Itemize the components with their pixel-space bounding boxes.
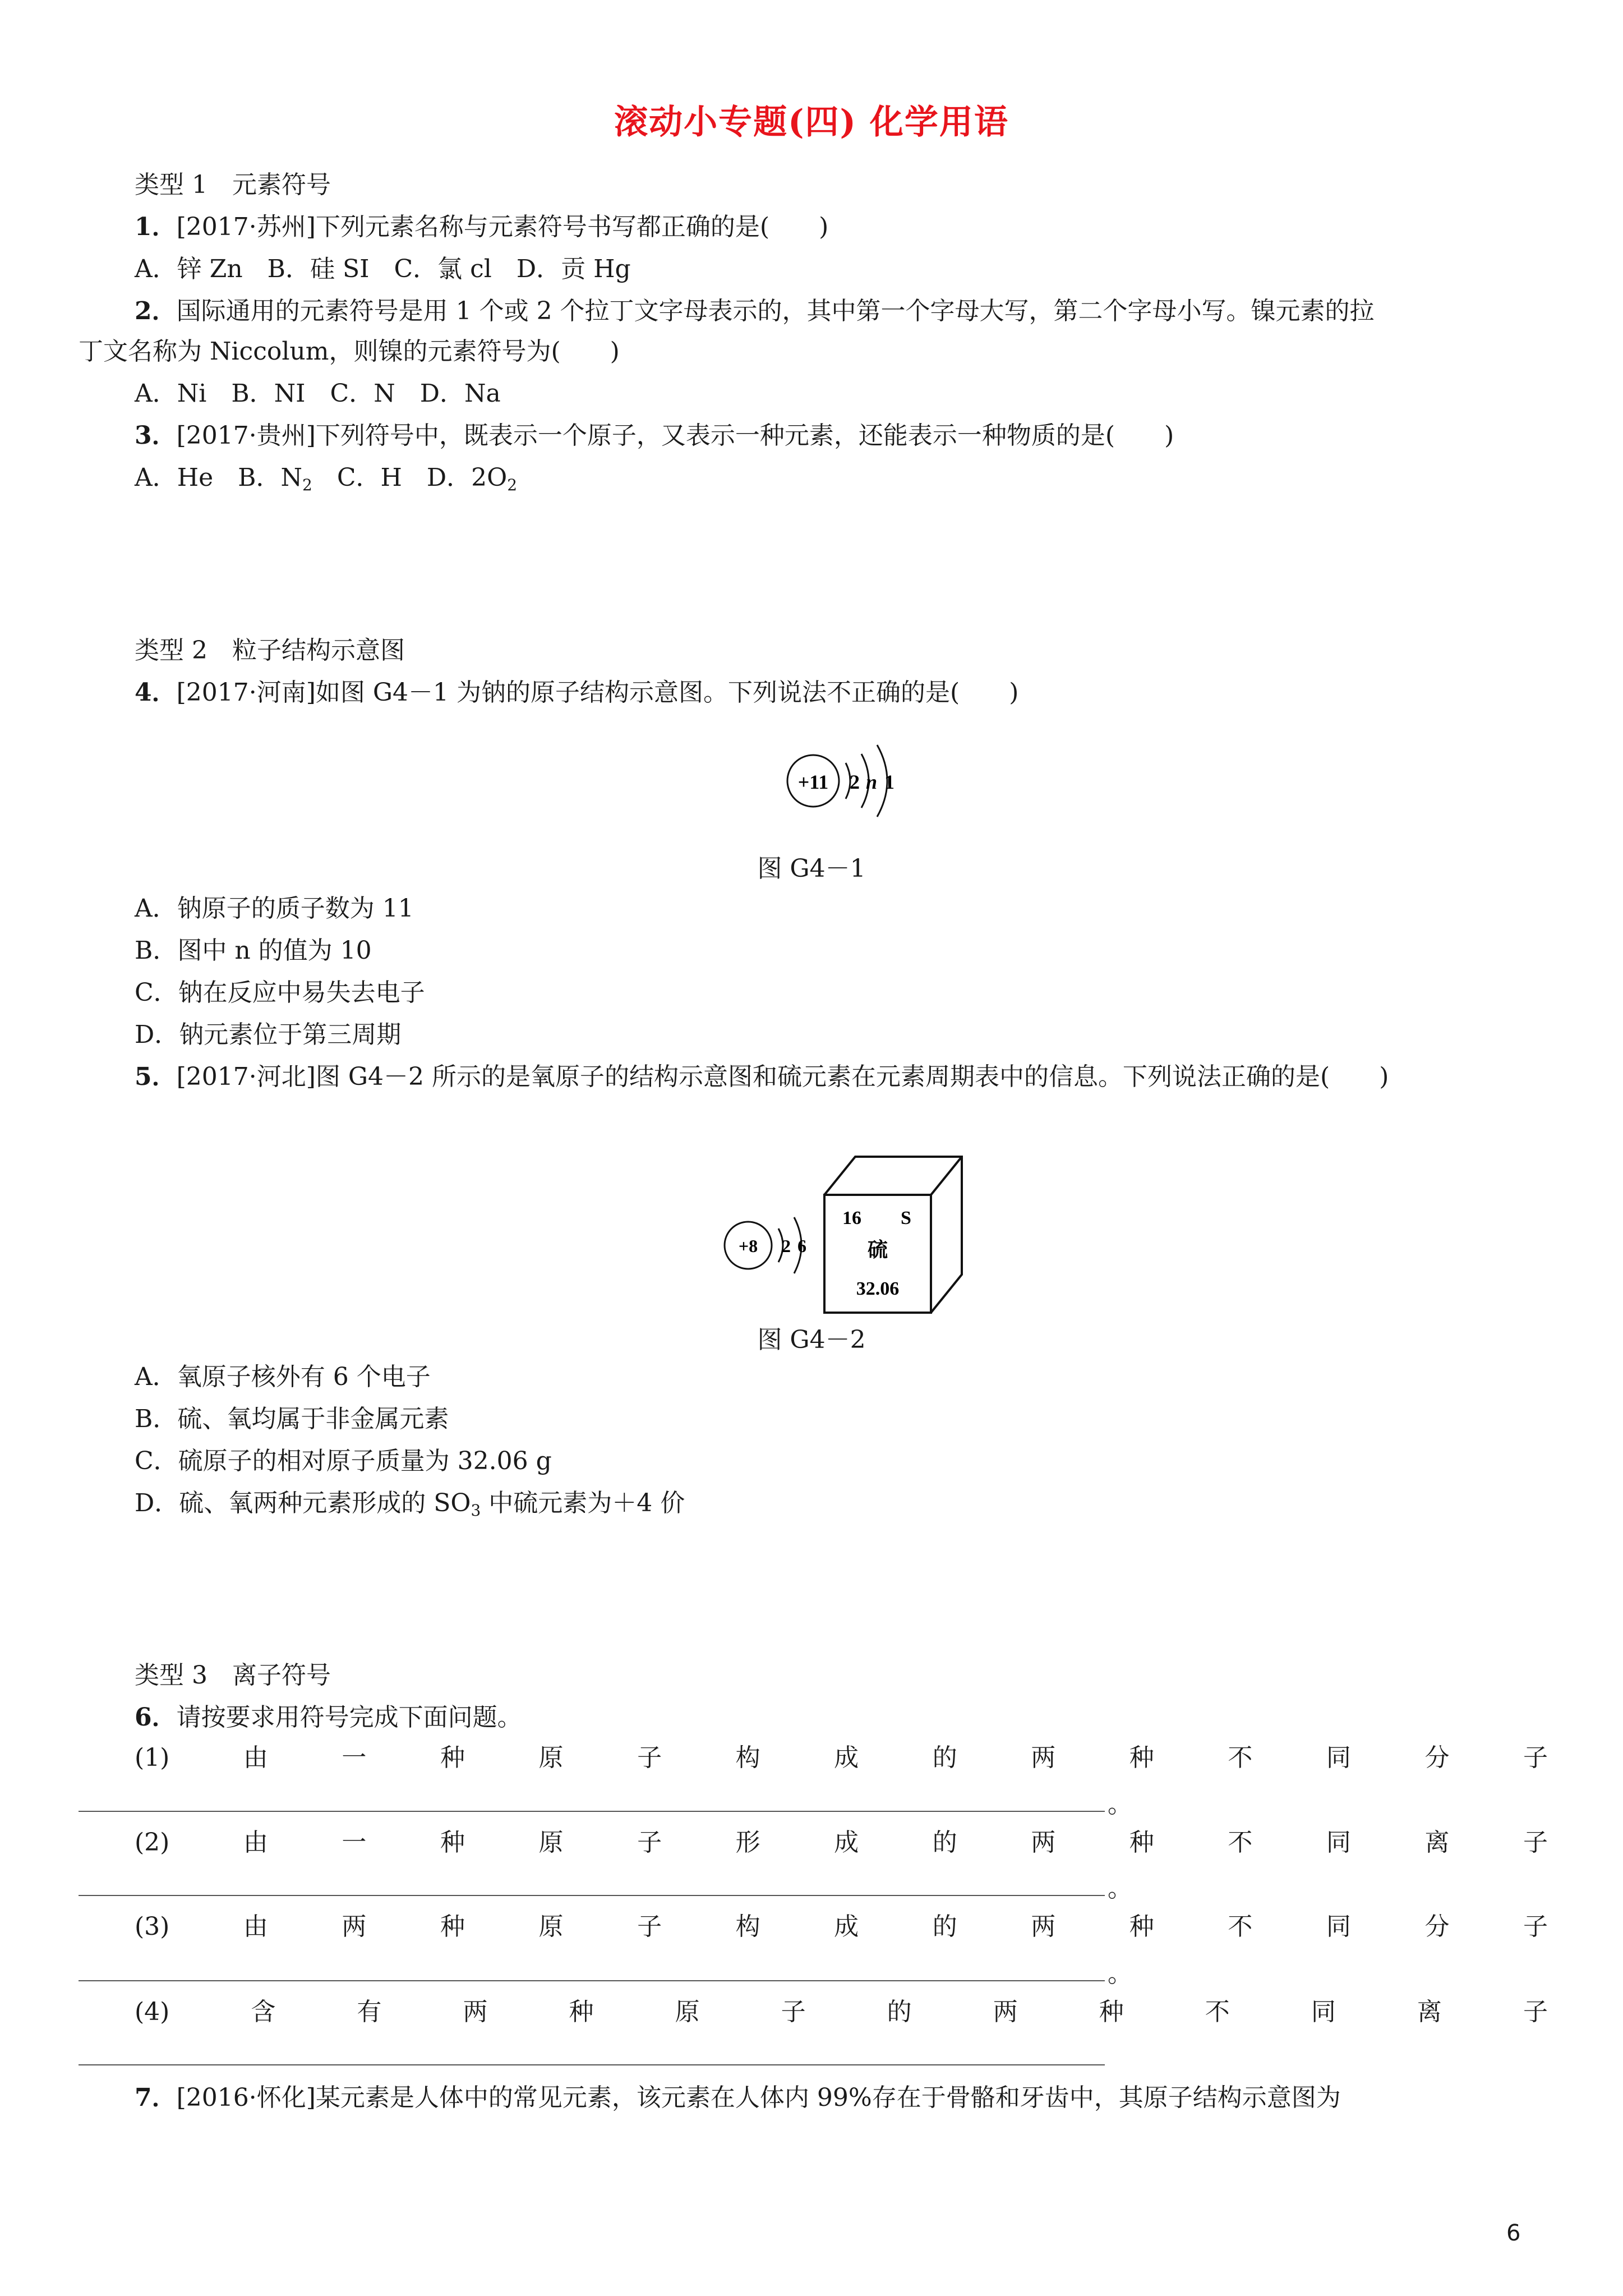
q6-part-char: 种 xyxy=(1129,1743,1154,1772)
q4-option-c: C．钠在反应中易失去电子 xyxy=(135,978,425,1007)
q6-part-char: 两 xyxy=(342,1912,367,1941)
q6-part-3 xyxy=(135,1910,1548,1944)
q3-opt-ab: A．He B．N xyxy=(135,463,303,492)
oxygen-shell-1: 2 xyxy=(782,1236,791,1256)
q6-part-label: (4) xyxy=(135,1998,170,2026)
q6-part-char: 原 xyxy=(538,1828,564,1857)
q6-part-char: 成 xyxy=(834,1912,859,1941)
q5-option-c: C．硫原子的相对原子质量为 32.06 g xyxy=(135,1447,552,1475)
q3-stem: [2017·贵州]下列符号中，既表示一个原子，又表示一种元素，还能表示一种物质的是( ) xyxy=(176,421,1174,450)
q6-part-char: 子 xyxy=(637,1828,662,1857)
q6-part-char: 原 xyxy=(675,1998,700,2026)
sulfur-name: 硫 xyxy=(867,1238,888,1262)
shell-3-electrons: 1 xyxy=(884,771,895,793)
q6-part-char: 一 xyxy=(342,1743,367,1772)
q4-option-b: B．图中 n 的值为 10 xyxy=(135,936,372,965)
q6-part-char: 不 xyxy=(1228,1828,1253,1857)
q6-part-char: 种 xyxy=(440,1828,465,1857)
question-6 xyxy=(135,1701,522,1734)
q4-option-a: A．钠原子的质子数为 11 xyxy=(135,894,414,923)
q3-sub2: 2 xyxy=(507,476,518,494)
q6-part-char: 种 xyxy=(1099,1998,1124,2026)
q6-part-char: 子 xyxy=(1523,1912,1548,1941)
q6-part-char: 的 xyxy=(887,1998,912,2026)
q1-options: A．锌 Zn B．硅 SI C．氯 cl D．贡 Hg xyxy=(135,255,631,283)
q6-end-mark-1: 。 xyxy=(1108,1790,1132,1819)
question-3 xyxy=(135,419,1174,453)
q6-part-char: 不 xyxy=(1228,1743,1253,1772)
q2-number: 2． xyxy=(135,297,177,325)
q5-opt-d-sub: 3 xyxy=(471,1501,481,1520)
q5-stem: [2017·河北]图 G4－2 所示的是氧原子的结构示意图和硫元素在元素周期表中的信息。下列说法正确的是( ) xyxy=(176,1062,1389,1091)
q6-part-char: 子 xyxy=(1523,1743,1548,1772)
q6-part-char: 由 xyxy=(243,1743,268,1772)
question-1 xyxy=(135,210,828,244)
q6-part-char: 形 xyxy=(735,1828,760,1857)
question-7 xyxy=(135,2081,1341,2115)
q1-number: 1． xyxy=(135,213,177,241)
q6-part-char: 两 xyxy=(1031,1743,1056,1772)
sulfur-atomic-mass: 32.06 xyxy=(856,1278,900,1299)
q6-part-char: 含 xyxy=(251,1998,276,2026)
q5-option-d xyxy=(135,1487,685,1520)
q6-part-char: 种 xyxy=(1129,1828,1154,1857)
q6-part-char: 同 xyxy=(1326,1912,1351,1941)
question-4 xyxy=(135,676,1018,710)
sodium-atom-diagram xyxy=(780,740,914,836)
q5-opt-d-post: 中硫元素为＋4 价 xyxy=(481,1489,685,1517)
q6-part-char: 子 xyxy=(637,1912,662,1941)
q6-part-char: 构 xyxy=(735,1912,760,1941)
q6-part-char: 离 xyxy=(1424,1828,1450,1857)
page-number: 6 xyxy=(1506,2220,1521,2246)
q6-part-char: 两 xyxy=(993,1998,1018,2026)
q6-part-label: (1) xyxy=(135,1743,170,1772)
q6-part-char: 不 xyxy=(1228,1912,1253,1941)
page-title: 滚动小专题(四) 化学用语 xyxy=(614,103,1009,142)
q5-number: 5． xyxy=(135,1062,177,1091)
question-2 xyxy=(135,295,1375,328)
q6-part-char: 种 xyxy=(440,1912,465,1941)
q6-part-char: 同 xyxy=(1326,1828,1351,1857)
q6-part-char: 的 xyxy=(932,1912,957,1941)
q6-part-char: 由 xyxy=(243,1828,268,1857)
q7-number: 7． xyxy=(135,2083,177,2112)
shell-1-electrons: 2 xyxy=(850,771,860,793)
q6-part-char: 有 xyxy=(357,1998,382,2026)
figure-g4-1-caption: 图 G4－1 xyxy=(757,854,866,883)
q5-opt-d-pre: D．硫、氧两种元素形成的 SO xyxy=(135,1489,471,1517)
q2-stem-line1: 国际通用的元素符号是用 1 个或 2 个拉丁文字母表示的，其中第一个字母大写，第二个字母小写。镍元素的拉 xyxy=(176,297,1375,325)
q6-part-char: 的 xyxy=(932,1828,957,1857)
q3-number: 3． xyxy=(135,421,177,450)
sulfur-atomic-number: 16 xyxy=(842,1208,861,1228)
q6-part-char: 两 xyxy=(1031,1828,1056,1857)
q6-part-char: 的 xyxy=(932,1743,957,1772)
sulfur-symbol: S xyxy=(901,1208,911,1228)
q6-part-char: 构 xyxy=(735,1743,760,1772)
type3-heading: 类型 3 离子符号 xyxy=(135,1661,331,1690)
q6-part-char: 原 xyxy=(538,1743,564,1772)
q6-part-char: 子 xyxy=(1523,1828,1548,1857)
q6-part-char: 两 xyxy=(1031,1912,1056,1941)
q6-part-char: 成 xyxy=(834,1743,859,1772)
q6-number: 6． xyxy=(135,1703,177,1732)
q4-stem: [2017·河南]如图 G4－1 为钠的原子结构示意图。下列说法不正确的是( ) xyxy=(176,678,1019,707)
q6-answer-blank-1[interactable] xyxy=(79,1811,1105,1812)
type1-heading: 类型 1 元素符号 xyxy=(135,171,331,199)
oxygen-sulfur-diagram xyxy=(718,1150,976,1318)
q6-part-char: 不 xyxy=(1205,1998,1230,2026)
type2-heading: 类型 2 粒子结构示意图 xyxy=(135,636,405,665)
shell-2-electrons: n xyxy=(865,771,878,793)
q6-part-1 xyxy=(135,1741,1548,1775)
q4-option-d: D．钠元素位于第三周期 xyxy=(135,1020,402,1049)
q6-part-char: 子 xyxy=(1523,1998,1548,2026)
q6-part-char: 成 xyxy=(834,1828,859,1857)
q1-stem: [2017·苏州]下列元素名称与元素符号书写都正确的是( ) xyxy=(176,213,829,241)
q6-part-char: 原 xyxy=(538,1912,564,1941)
q7-stem: [2016·怀化]某元素是人体中的常见元素，该元素在人体内 99%存在于骨骼和牙齿中，其原子结构示意图为 xyxy=(176,2083,1341,2112)
q3-options xyxy=(135,461,517,495)
q6-part-char: 子 xyxy=(637,1743,662,1772)
q6-end-mark-2: 。 xyxy=(1108,1874,1132,1903)
q6-part-char: 分 xyxy=(1424,1912,1450,1941)
q6-part-char: 两 xyxy=(463,1998,488,2026)
q6-answer-blank-3[interactable] xyxy=(79,1980,1105,1981)
q6-part-char: 种 xyxy=(1129,1912,1154,1941)
q6-part-2 xyxy=(135,1826,1548,1860)
q6-end-mark-3: 。 xyxy=(1108,1959,1132,1988)
q6-part-label: (2) xyxy=(135,1828,170,1857)
q2-options: A．Ni B．NI C．N D．Na xyxy=(135,379,501,408)
q4-number: 4． xyxy=(135,678,177,707)
q6-part-char: 种 xyxy=(440,1743,465,1772)
figure-g4-2-caption: 图 G4－2 xyxy=(757,1326,866,1354)
q6-part-char: 分 xyxy=(1424,1743,1450,1772)
q6-part-char: 同 xyxy=(1311,1998,1336,2026)
q6-part-char: 一 xyxy=(342,1828,367,1857)
q2-stem-line2: 丁文名称为 Niccolum，则镍的元素符号为( ) xyxy=(79,337,620,366)
q6-part-char: 由 xyxy=(243,1912,268,1941)
q5-option-a: A．氧原子核外有 6 个电子 xyxy=(135,1363,431,1391)
q6-part-4 xyxy=(135,1995,1548,2029)
q6-part-label: (3) xyxy=(135,1912,170,1941)
q6-answer-blank-4[interactable] xyxy=(79,2064,1105,2065)
q3-sub1: 2 xyxy=(302,476,312,494)
q6-part-char: 种 xyxy=(569,1998,594,2026)
nucleus-charge: +11 xyxy=(797,771,829,793)
question-5 xyxy=(135,1060,1389,1094)
q6-part-char: 离 xyxy=(1417,1998,1442,2026)
q5-option-b: B．硫、氧均属于非金属元素 xyxy=(135,1405,449,1433)
q6-stem: 请按要求用符号完成下面问题。 xyxy=(176,1703,522,1732)
oxygen-shell-2: 6 xyxy=(797,1236,806,1256)
q6-part-char: 子 xyxy=(781,1998,806,2026)
q3-opt-cd: C．H D．2O xyxy=(312,463,508,492)
q6-answer-blank-2[interactable] xyxy=(79,1895,1105,1896)
oxygen-nucleus-charge: +8 xyxy=(738,1236,758,1256)
q6-part-char: 同 xyxy=(1326,1743,1351,1772)
